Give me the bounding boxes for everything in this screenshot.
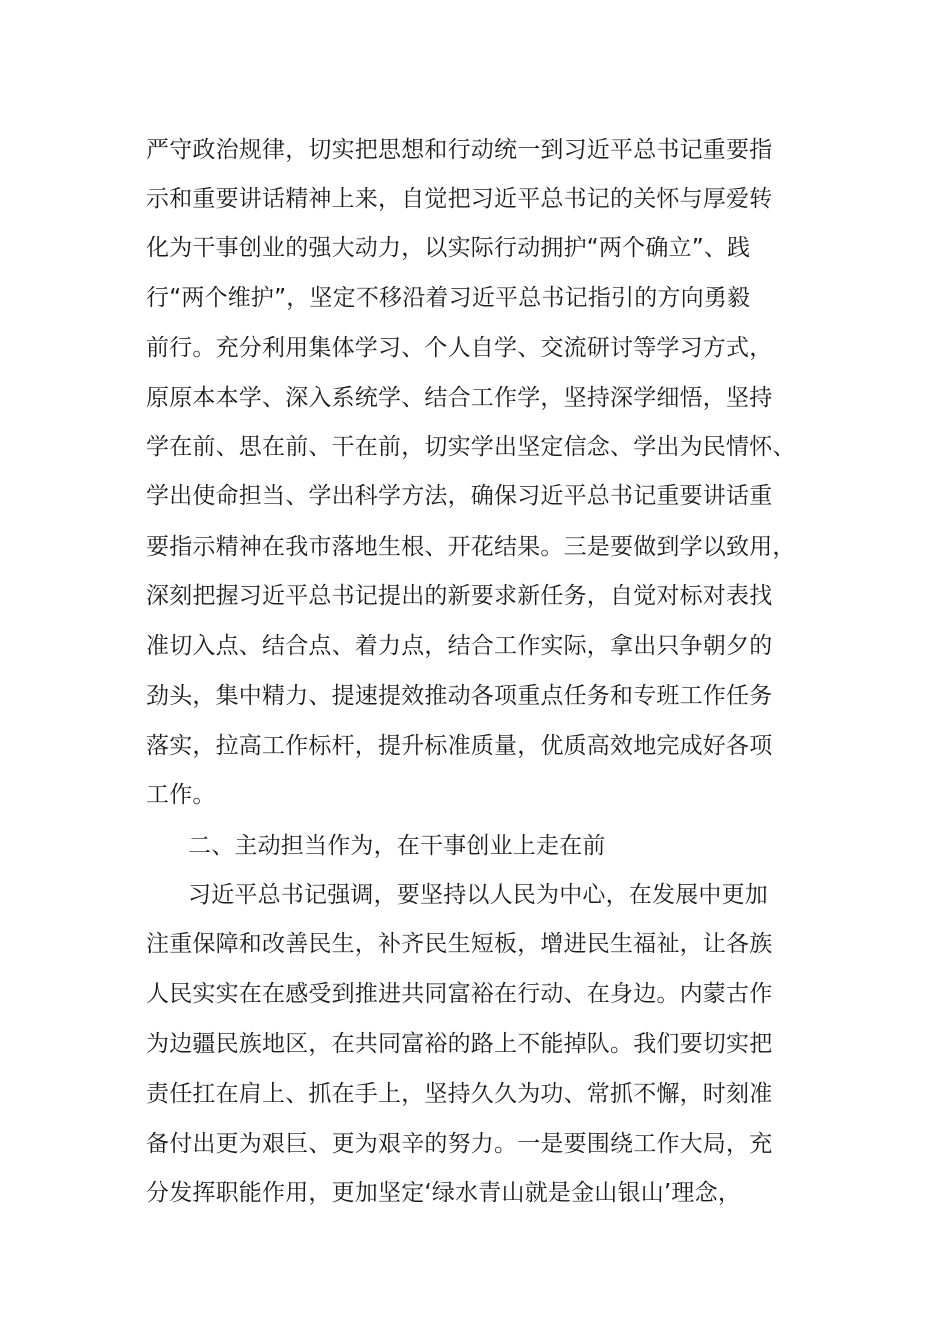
text-line: 要指示精神在我市落地生根、开花结果。三是要做到学以致用，: [146, 534, 796, 560]
text-line: 人民实实在在感受到推进共同富裕在行动、在身边。内蒙古作: [146, 981, 773, 1007]
text-line: 示和重要讲话精神上来，自觉把习近平总书记的关怀与厚爱转: [146, 186, 773, 212]
text-line: 劲头，集中精力、提速提效推动各项重点任务和专班工作任务: [146, 683, 773, 709]
text-line: 行“两个维护”，坚定不移沿着习近平总书记指引的方向勇毅: [146, 285, 751, 311]
text-line: 前行。充分利用集体学习、个人自学、交流研讨等学习方式，: [146, 335, 773, 361]
text-line: 准切入点、结合点、着力点，结合工作实际，拿出只争朝夕的: [146, 633, 773, 659]
text-line: 工作。: [146, 782, 216, 808]
text-line: 注重保障和改善民生，补齐民生短板，增进民生福祉，让各族: [146, 931, 773, 957]
section-heading: 二、主动担当作为，在干事创业上走在前: [188, 833, 606, 859]
text-line: 备付出更为艰巨、更为艰辛的努力。一是要围绕工作大局，充: [146, 1131, 773, 1157]
text-line: 化为干事创业的强大动力，以实际行动拥护“两个确立”、践: [146, 235, 751, 261]
text-line: 深刻把握习近平总书记提出的新要求新任务，自觉对标对表找: [146, 583, 773, 609]
text-line: 原原本本学、深入系统学、结合工作学，坚持深学细悟，坚持: [146, 385, 773, 411]
text-line: 责任扛在肩上、抓在手上，坚持久久为功、常抓不懈，时刻准: [146, 1081, 773, 1107]
text-line: 为边疆民族地区，在共同富裕的路上不能掉队。我们要切实把: [146, 1031, 773, 1057]
text-line: 分发挥职能作用，更加坚定‘绿水青山就是金山银山’理念，: [146, 1180, 742, 1206]
text-line: 习近平总书记强调，要坚持以人民为中心，在发展中更加: [188, 882, 768, 908]
text-line: 落实，拉高工作标杆，提升标准质量，优质高效地完成好各项: [146, 733, 773, 759]
text-line: 严守政治规律，切实把思想和行动统一到习近平总书记重要指: [146, 137, 773, 163]
text-line: 学出使命担当、学出科学方法，确保习近平总书记重要讲话重: [146, 483, 773, 509]
text-line: 学在前、思在前、干在前，切实学出坚定信念、学出为民情怀、: [146, 434, 796, 460]
